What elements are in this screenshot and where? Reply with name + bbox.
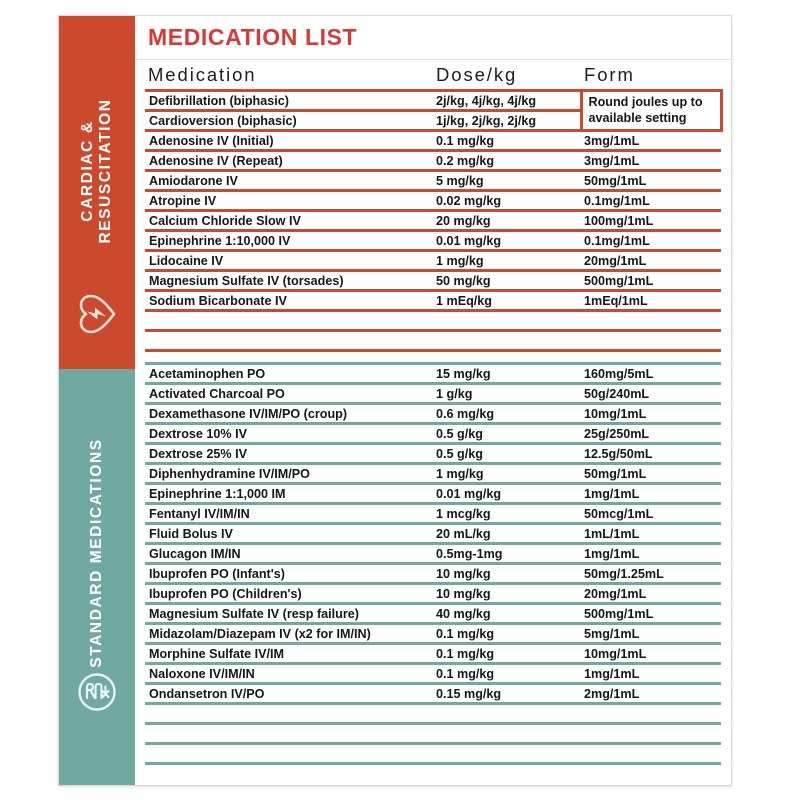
cell-dose: 1 g/kg <box>433 384 581 404</box>
table-row <box>145 131 721 151</box>
table-row <box>145 151 721 171</box>
table-row <box>145 644 721 664</box>
table-body-standard <box>145 364 721 764</box>
cell-dose: 0.2 mg/kg <box>433 151 581 171</box>
table-standard-medications <box>145 362 721 765</box>
cell-medication: Lidocaine IV <box>145 251 433 271</box>
cell-medication: Ibuprofen PO (Infant's) <box>145 564 433 584</box>
cell-form <box>581 724 721 744</box>
cell-medication: Morphine Sulfate IV/IM <box>145 644 433 664</box>
cell-dose: 1 mEq/kg <box>433 291 581 311</box>
table-row <box>145 231 721 251</box>
table-row <box>145 171 721 191</box>
cell-form: 50mcg/1mL <box>581 504 721 524</box>
cell-dose: 0.02 mg/kg <box>433 191 581 211</box>
cell-medication: Diphenhydramine IV/IM/PO <box>145 464 433 484</box>
cell-medication: Ibuprofen PO (Children's) <box>145 584 433 604</box>
table-row <box>145 424 721 444</box>
table-body-cardiac <box>145 91 721 351</box>
table-row <box>145 251 721 271</box>
cell-medication: Adenosine IV (Initial) <box>145 131 433 151</box>
cell-dose: 20 mg/kg <box>433 211 581 231</box>
cell-dose: 1j/kg, 2j/kg, 2j/kg <box>433 111 581 131</box>
cell-dose: 0.15 mg/kg <box>433 684 581 704</box>
cell-dose: 10 mg/kg <box>433 564 581 584</box>
cell-medication: Calcium Chloride Slow IV <box>145 211 433 231</box>
cell-medication: Fluid Bolus IV <box>145 524 433 544</box>
card-body <box>135 16 731 785</box>
table-row <box>145 524 721 544</box>
cell-form: 100mg/1mL <box>581 211 721 231</box>
section-gap-spacer <box>145 352 721 362</box>
cell-medication: Adenosine IV (Repeat) <box>145 151 433 171</box>
spacer-cell <box>145 352 721 362</box>
cell-medication: Ondansetron IV/PO <box>145 684 433 704</box>
cell-form: 1mg/1mL <box>581 544 721 564</box>
cell-medication <box>145 704 433 724</box>
table-cardiac-resuscitation <box>145 60 723 352</box>
table-row <box>145 624 721 644</box>
table-row <box>145 384 721 404</box>
rail-segment-cardiac <box>59 16 135 369</box>
cell-medication: Dextrose 25% IV <box>145 444 433 464</box>
cell-medication <box>145 331 433 351</box>
table-row <box>145 464 721 484</box>
cell-form: 3mg/1mL <box>581 131 721 151</box>
table-row <box>145 191 721 211</box>
table-row <box>145 484 721 504</box>
rail-label-cardiac <box>79 98 115 243</box>
heart-lightning-icon <box>74 291 120 337</box>
cell-dose <box>433 704 581 724</box>
cell-dose: 0.01 mg/kg <box>433 231 581 251</box>
cell-medication <box>145 724 433 744</box>
cell-dose: 0.1 mg/kg <box>433 664 581 684</box>
cell-dose: 0.5mg-1mg <box>433 544 581 564</box>
cell-dose <box>433 744 581 764</box>
joules-rounding-note: Round joules up to available setting <box>581 91 721 131</box>
table-row-blank <box>145 724 721 744</box>
cell-dose: 40 mg/kg <box>433 604 581 624</box>
cell-form: 50mg/1mL <box>581 171 721 191</box>
table-row <box>145 544 721 564</box>
cell-medication: Atropine IV <box>145 191 433 211</box>
table-row-blank <box>145 744 721 764</box>
cell-form: 20mg/1mL <box>581 584 721 604</box>
cell-form: 500mg/1mL <box>581 271 721 291</box>
cell-medication: Defibrillation (biphasic) <box>145 91 433 111</box>
cell-form: 12.5g/50mL <box>581 444 721 464</box>
table-row <box>145 291 721 311</box>
cell-form: 20mg/1mL <box>581 251 721 271</box>
cell-form: 1mg/1mL <box>581 484 721 504</box>
cell-form <box>581 744 721 764</box>
cell-dose: 50 mg/kg <box>433 271 581 291</box>
cell-form: 25g/250mL <box>581 424 721 444</box>
table-row <box>145 584 721 604</box>
cell-form: 10mg/1mL <box>581 644 721 664</box>
page-title: MEDICATION LIST <box>148 24 358 50</box>
cell-medication: Epinephrine 1:1,000 IM <box>145 484 433 504</box>
cell-form: 1mL/1mL <box>581 524 721 544</box>
cell-dose: 0.5 g/kg <box>433 444 581 464</box>
cell-form: 2mg/1mL <box>581 684 721 704</box>
cell-medication: Glucagon IM/IN <box>145 544 433 564</box>
cell-form <box>581 311 721 331</box>
cell-form: 1mEq/1mL <box>581 291 721 311</box>
medication-reference-card <box>58 15 732 786</box>
cell-form <box>581 331 721 351</box>
cell-dose: 10 mg/kg <box>433 584 581 604</box>
cell-dose: 0.5 g/kg <box>433 424 581 444</box>
table-row <box>145 564 721 584</box>
cell-dose <box>433 724 581 744</box>
cell-medication: Magnesium Sulfate IV (torsades) <box>145 271 433 291</box>
cell-form: 3mg/1mL <box>581 151 721 171</box>
cell-form: 50mg/1mL <box>581 464 721 484</box>
rail-segment-standard <box>59 369 135 785</box>
rail-label-cardiac-line1: CARDIAC & <box>79 119 97 222</box>
cell-form: 160mg/5mL <box>581 364 721 384</box>
cell-form: 0.1mg/1mL <box>581 231 721 251</box>
rail-label-standard <box>88 438 106 667</box>
table-row-blank <box>145 704 721 724</box>
cell-medication: Epinephrine 1:10,000 IV <box>145 231 433 251</box>
table-row <box>145 604 721 624</box>
cell-form: 50g/240mL <box>581 384 721 404</box>
cell-dose: 15 mg/kg <box>433 364 581 384</box>
cell-dose <box>433 331 581 351</box>
table-row-blank <box>145 331 721 351</box>
table-row <box>145 211 721 231</box>
cell-dose: 20 mL/kg <box>433 524 581 544</box>
cell-form: 5mg/1mL <box>581 624 721 644</box>
column-header-medication: Medication <box>148 64 257 85</box>
table-row <box>145 504 721 524</box>
rail-label-standard-line1: STANDARD MEDICATIONS <box>88 438 106 668</box>
table-row <box>145 404 721 424</box>
cell-medication: Magnesium Sulfate IV (resp failure) <box>145 604 433 624</box>
table-row <box>145 364 721 384</box>
cell-dose: 0.1 mg/kg <box>433 624 581 644</box>
cell-dose: 1 mg/kg <box>433 464 581 484</box>
cell-form: 10mg/1mL <box>581 404 721 424</box>
table-row <box>145 444 721 464</box>
cell-medication: Midazolam/Diazepam IV (x2 for IM/IN) <box>145 624 433 644</box>
cell-dose: 0.01 mg/kg <box>433 484 581 504</box>
cell-dose <box>433 311 581 331</box>
cell-medication: Sodium Bicarbonate IV <box>145 291 433 311</box>
cell-medication: Acetaminophen PO <box>145 364 433 384</box>
rail-label-cardiac-line2: RESUSCITATION <box>97 97 114 244</box>
cell-dose: 0.6 mg/kg <box>433 404 581 424</box>
cell-medication: Naloxone IV/IM/IN <box>145 664 433 684</box>
cell-dose: 2j/kg, 4j/kg, 4j/kg <box>433 91 581 111</box>
table-row <box>145 91 721 111</box>
cell-dose: 1 mcg/kg <box>433 504 581 524</box>
table-header-row <box>145 60 721 91</box>
cell-form: 1mg/1mL <box>581 664 721 684</box>
cell-medication: Cardioversion (biphasic) <box>145 111 433 131</box>
table-row <box>145 271 721 291</box>
table-row-blank <box>145 311 721 331</box>
column-header-dose: Dose/kg <box>436 64 518 85</box>
cell-dose: 0.1 mg/kg <box>433 644 581 664</box>
cell-medication: Activated Charcoal PO <box>145 384 433 404</box>
cell-form: 0.1mg/1mL <box>581 191 721 211</box>
cell-medication: Fentanyl IV/IM/IN <box>145 504 433 524</box>
cell-dose: 5 mg/kg <box>433 171 581 191</box>
cell-medication <box>145 744 433 764</box>
cell-dose: 0.1 mg/kg <box>433 131 581 151</box>
cell-form <box>581 704 721 724</box>
cell-medication: Amiodarone IV <box>145 171 433 191</box>
table-row <box>145 664 721 684</box>
medication-sheet <box>135 60 731 785</box>
section-rail <box>59 16 135 785</box>
column-header-form: Form <box>584 64 635 85</box>
rx-pill-circle-icon <box>74 669 120 715</box>
cell-medication: Dexamethasone IV/IM/PO (croup) <box>145 404 433 424</box>
cell-medication <box>145 311 433 331</box>
cell-form: 500mg/1mL <box>581 604 721 624</box>
cell-medication: Dextrose 10% IV <box>145 424 433 444</box>
card-title-bar <box>135 16 731 60</box>
table-row <box>145 684 721 704</box>
cell-dose: 1 mg/kg <box>433 251 581 271</box>
cell-form: 50mg/1.25mL <box>581 564 721 584</box>
